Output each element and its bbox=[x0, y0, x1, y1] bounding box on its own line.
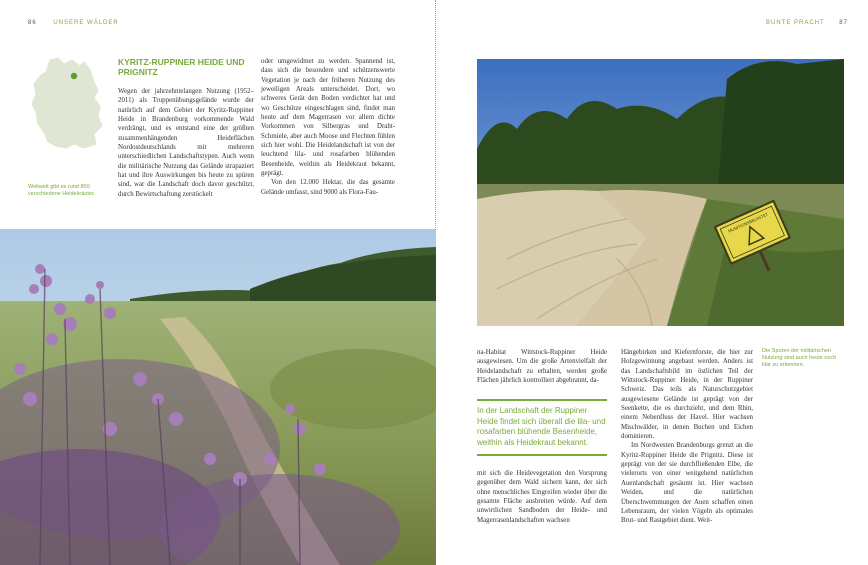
left-section-title: UNSERE WÄLDER bbox=[53, 20, 119, 26]
paragraph: mit sich die Heidevegetation den Vorsprung gegenüber dem Wald sichern kann, der sich ohne menschliches Eingreifen wieder über die gesamte Fläche ausbreiten würde. Auf dem unwirtlichen Sandboden der Heide- und Magerrasenlandschaften wachsen bbox=[477, 470, 607, 524]
pull-quote: In der Landschaft der Ruppiner Heide findet sich überall die lila- und rosafarben blühende Besenheide, weithin als Heidekraut bekannt. bbox=[477, 399, 607, 456]
photo-caption: Die Spuren der militärischen Nutzung sind auch heute noch klar zu erkennen. bbox=[762, 348, 837, 368]
left-page-number: 86 bbox=[28, 20, 37, 26]
left-page-header bbox=[28, 20, 119, 26]
article-title: KYRITZ-RUPPINER HEIDE UND PRIGNITZ bbox=[118, 57, 245, 77]
left-text-column-1 bbox=[118, 87, 254, 199]
left-text-column-2 bbox=[261, 57, 395, 197]
heather-photo bbox=[0, 229, 436, 565]
right-text-column-1-top bbox=[477, 348, 607, 385]
sign-text: MUNITIONSBELASTET bbox=[727, 211, 769, 234]
paragraph: Hängebirken und Kiefernforste, die hier zur Holzgewinnung angebaut werden. Anders ist das Landschaftsbild im östlichen Teil der Wittstock-Ruppiner Heide, in der Ruppiner Schweiz. Das teils als Naturschutzgebiet ausgewiesene Gelände ist geprägt von der Seenkette, die es durchzieht, und dem Rhin, einem Nebenfluss der Havel. Hier wachsen Mischwälder, in denen Buchen und Eichen dominieren. bbox=[621, 349, 753, 441]
germany-map-icon bbox=[28, 56, 108, 152]
location-marker-icon bbox=[71, 73, 77, 79]
heath-track-photo bbox=[477, 59, 844, 326]
right-page bbox=[436, 0, 868, 565]
right-page-number: 87 bbox=[839, 20, 848, 26]
right-text-column-2 bbox=[621, 348, 753, 526]
paragraph: Wegen der jahrzehntelangen Nutzung (1952–2011) als Truppenübungsgelände wurde der natürlich auf dem Gebiet der Kyritz-Ruppiner Heide in Brandenburg vorkommende Wald verdrängt, und es entstand eine der größten zusammenhängenden Heideflächen Nordostdeutschlands mit mehreren unterschiedlichen Landschaftstypen. Auch wenn die militärische Nutzung das Gelände strapaziert hat und ihre Auswirkungen bis heute zu spüren sind, war die Landschaft doch davor geschützt, durch Bewirtschaftung zerstückelt bbox=[118, 88, 254, 198]
right-text-column-1-bottom bbox=[477, 469, 607, 525]
paragraph: na-Habitat Wittstock-Ruppiner Heide ausgewiesen. Um die große Artenvielfalt der Heidelandschaft zu erhalten, werden große Flächen jährlich kontrolliert abgebrannt, da- bbox=[477, 349, 607, 385]
paragraph: oder umgewidmet zu werden. Spannend ist, dass sich die besondere und schützenswerte Vegetation je nach der früheren Nutzung des jeweiligen Areals unterscheidet. Dort, wo schweres Gerät den Boden verdichtet hat und wo Geschütze eingeschlagen sind, findet man heute auf dem Magerrasen vor allem dichte Vorkommen von Silbergras und Draht-Schmiele, aber auch Moose und Flechten fühlen sich hier wohl. Die Heidelandschaft ist von der leuchtend lila- und rosafarben blühenden Besenheide, weithin als Heidekraut bekannt, geprägt. bbox=[261, 58, 395, 178]
right-page-header bbox=[766, 20, 848, 26]
paragraph: Im Nordwesten Brandenburgs grenzt an die Kyritz-Ruppiner Heide die Prignitz. Diese ist geprägt von der sie durchfließenden Elbe, die vielerorts von einer weitgehend natürlichen Auenlandschaft gesäumt ist. Hier wachsen Weiden, und die natürlichen Überschwemmungen der Auen schaffen einen Lebensraum, der vielen Vögeln als optimales Brut- und Rastgebiet dient. Weit- bbox=[621, 442, 753, 525]
map-caption: Weltweit gibt es rund 850 verschiedene Heidekräuter. bbox=[28, 184, 95, 197]
paragraph: Von den 12.000 Hektar, die das gesamte Gelände umfasst, sind 9000 als Flora-Fau- bbox=[261, 179, 395, 196]
right-section-title: BUNTE PRACHT bbox=[766, 20, 825, 26]
